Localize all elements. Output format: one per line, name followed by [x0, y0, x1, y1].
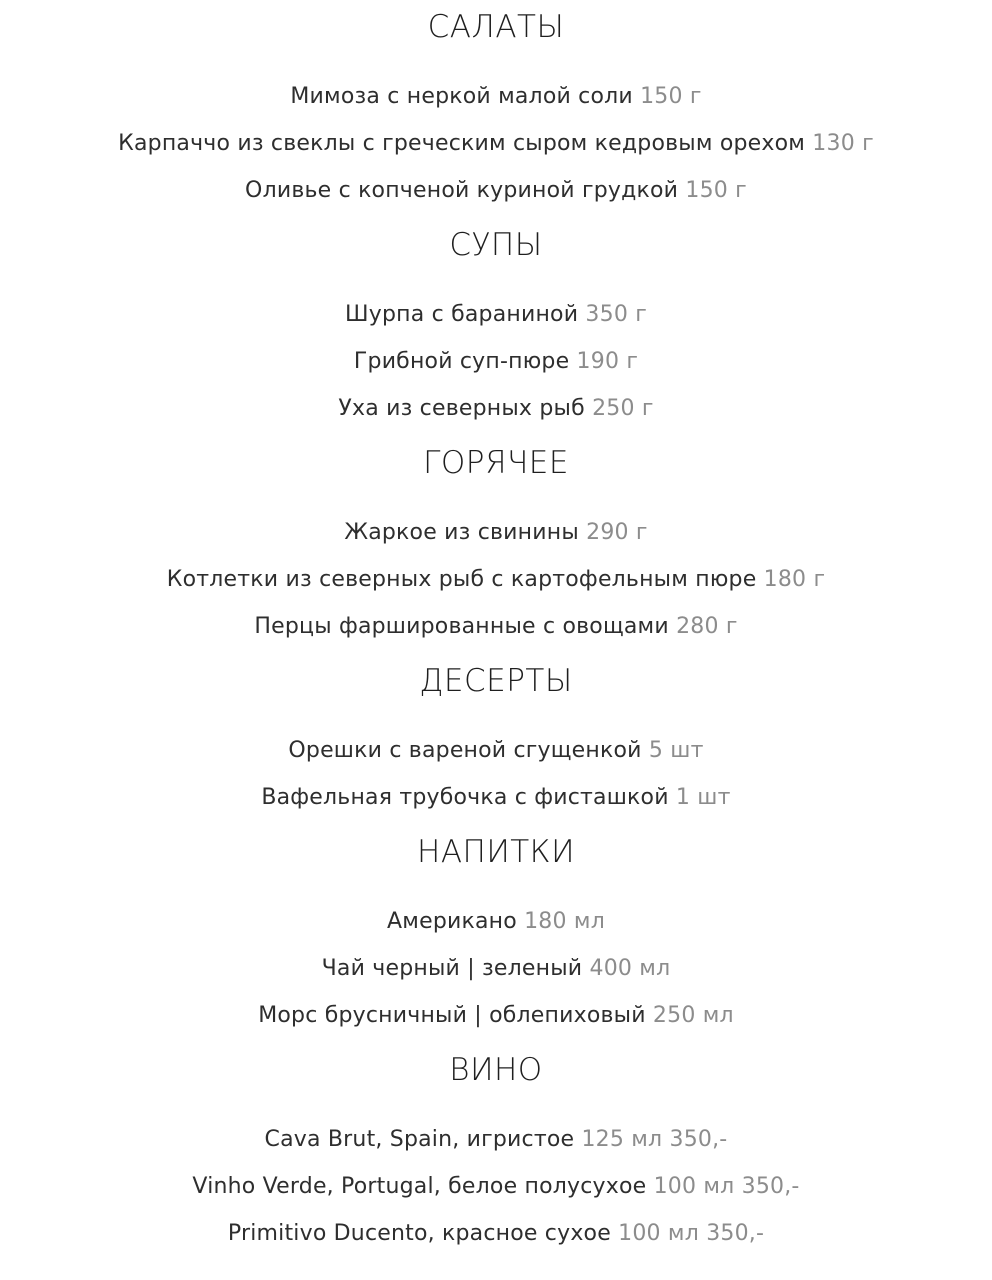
section-title: НАПИТКИ — [417, 834, 575, 870]
item-name: Орешки с вареной сгущенкой — [288, 738, 642, 763]
section-title: ДЕСЕРТЫ — [419, 663, 573, 699]
item-name: Cava Brut, Spain, игристое — [264, 1127, 575, 1152]
section-hot-dishes — [0, 442, 992, 650]
section-title: ГОРЯЧЕЕ — [423, 445, 569, 481]
menu-item — [0, 992, 992, 1039]
item-portion: 100 мл — [618, 1221, 699, 1246]
item-portion: 180 мл — [524, 909, 605, 934]
item-name: Чай черный | зеленый — [321, 956, 583, 981]
section-desserts — [0, 660, 992, 821]
item-name: Жаркое из свинины — [344, 520, 579, 545]
item-name: Мимоза с неркой малой соли — [290, 84, 633, 109]
menu-item — [0, 509, 992, 556]
section-salads — [0, 6, 992, 214]
section-title: СУПЫ — [449, 227, 543, 263]
item-portion: 1 шт — [675, 785, 731, 810]
item-name: Карпаччо из свеклы с греческим сыром кедровым орехом — [118, 131, 806, 156]
section-drinks — [0, 831, 992, 1039]
item-name: Primitivo Ducento, красное сухое — [227, 1221, 611, 1246]
item-name: Оливье с копченой куриной грудкой — [245, 178, 679, 203]
item-name: Vinho Verde, Portugal, белое полусухое — [192, 1174, 647, 1199]
item-portion: 400 мл — [589, 956, 671, 981]
menu-item — [0, 167, 992, 214]
menu-item — [0, 898, 992, 945]
item-portion: 180 г — [763, 567, 826, 592]
section-title: ВИНО — [449, 1052, 543, 1088]
menu-item — [0, 291, 992, 338]
item-name: Морс брусничный | облепиховый — [258, 1003, 646, 1028]
item-portion: 280 г — [676, 614, 738, 639]
menu-item — [0, 338, 992, 385]
menu-item — [0, 73, 992, 120]
menu-item — [0, 774, 992, 821]
item-portion: 250 г — [592, 396, 654, 421]
menu-item — [0, 727, 992, 774]
section-soups — [0, 224, 992, 432]
item-portion: 150 г — [685, 178, 747, 203]
section-wine — [0, 1049, 992, 1257]
item-portion: 150 г — [640, 84, 702, 109]
item-portion: 125 мл — [581, 1127, 663, 1152]
item-portion: 290 г — [586, 520, 648, 545]
item-name: Грибной суп-пюре — [353, 349, 570, 374]
menu-item — [0, 385, 992, 432]
menu-item — [0, 1116, 992, 1163]
item-price: 350,- — [741, 1174, 800, 1199]
item-name: Перцы фаршированные с овощами — [254, 614, 669, 639]
item-name: Уха из северных рыб — [338, 396, 585, 421]
menu-item — [0, 556, 992, 603]
item-name: Вафельная трубочка с фисташкой — [261, 785, 669, 810]
item-portion: 250 мл — [652, 1003, 734, 1028]
menu-item — [0, 1210, 992, 1257]
item-portion: 130 г — [812, 131, 874, 156]
item-price: 350,- — [706, 1221, 765, 1246]
item-portion: 5 шт — [648, 738, 704, 763]
item-name: Американо — [387, 909, 517, 934]
menu-item — [0, 120, 992, 167]
section-title: САЛАТЫ — [427, 9, 565, 45]
menu-item — [0, 603, 992, 650]
item-portion: 100 мл — [653, 1174, 735, 1199]
item-name: Котлетки из северных рыб с картофельным пюре — [166, 567, 757, 592]
menu-item — [0, 1163, 992, 1210]
item-portion: 350 г — [585, 302, 647, 327]
item-price: 350,- — [669, 1127, 728, 1152]
item-portion: 190 г — [576, 349, 639, 374]
menu-item — [0, 945, 992, 992]
item-name: Шурпа с бараниной — [345, 302, 579, 327]
